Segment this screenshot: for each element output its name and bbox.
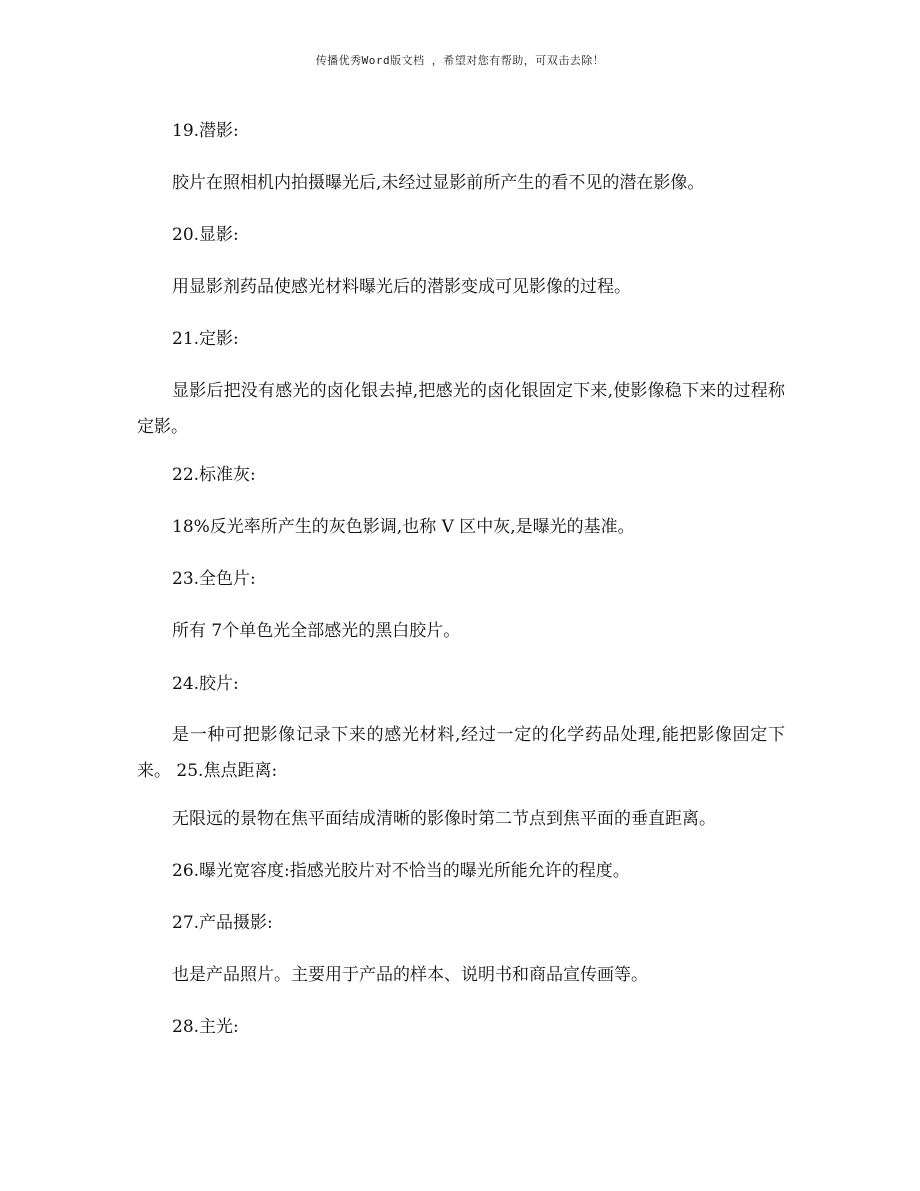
entry-22-body: 18%反光率所产生的灰色影调,也称 V 区中灰,是曝光的基准。 xyxy=(172,517,635,537)
entry-21-body: 显影后把没有感光的卤化银去掉,把感光的卤化银固定下来,使影像稳下来的过程称定影。 xyxy=(137,381,785,437)
entry-27-title: 27.产品摄影: xyxy=(172,913,273,933)
entry-19-body: 胶片在照相机内拍摄曝光后,未经过显影前所产生的看不见的潜在影像。 xyxy=(172,173,705,193)
entry-22-title: 22.标准灰: xyxy=(172,465,256,485)
entry-23-body: 所有 7个单色光全部感光的黑白胶片。 xyxy=(172,621,461,641)
entry-26-line: 26.曝光宽容度:指感光胶片对不恰当的曝光所能允许的程度。 xyxy=(172,861,630,881)
entry-25-body: 无限远的景物在焦平面结成清晰的影像时第二节点到焦平面的垂直距离。 xyxy=(172,809,716,829)
entry-20-title: 20.显影: xyxy=(172,225,239,245)
page-header-notice: 传播优秀Word版文档 ，希望对您有帮助，可双击去除！ xyxy=(315,54,605,67)
entry-24-body: 是一种可把影像记录下来的感光材料,经过一定的化学药品处理,能把影像固定下来。 25.焦点距离: xyxy=(137,725,785,781)
entry-27-body: 也是产品照片。主要用于产品的样本、说明书和商品宣传画等。 xyxy=(172,965,648,985)
entry-20-body: 用显影剂药品使感光材料曝光后的潜影变成可见影像的过程。 xyxy=(172,277,631,297)
entry-28-title: 28.主光: xyxy=(172,1017,239,1037)
entry-21-title: 21.定影: xyxy=(172,329,239,349)
entry-19-title: 19.潜影: xyxy=(172,121,239,141)
entry-23-title: 23.全色片: xyxy=(172,569,256,589)
entry-24-title: 24.胶片: xyxy=(172,674,239,694)
